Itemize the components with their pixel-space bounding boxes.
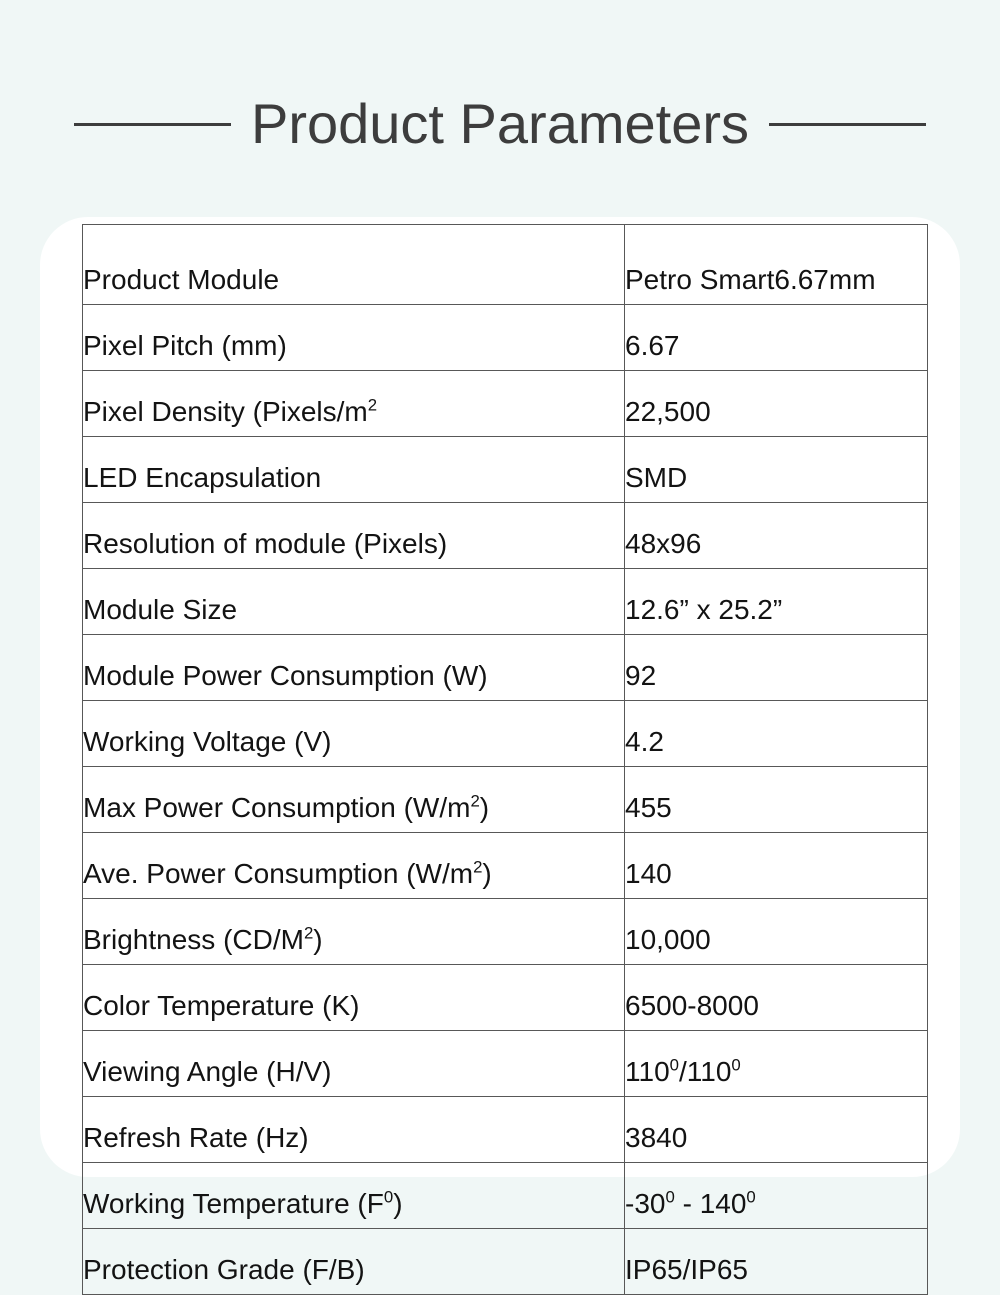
param-value: Petro Smart6.67mm: [625, 225, 928, 305]
table-row: [83, 899, 928, 965]
param-label: Pixel Pitch (mm): [83, 305, 625, 371]
param-value: $-30^0 - 140^0$: [625, 1163, 928, 1229]
param-label: Module Size: [83, 569, 625, 635]
param-label: Refresh Rate (Hz): [83, 1097, 625, 1163]
table-row: [83, 767, 928, 833]
param-value: 4.2: [625, 701, 928, 767]
param-value: 92: [625, 635, 928, 701]
param-value: SMD: [625, 437, 928, 503]
param-value: 455: [625, 767, 928, 833]
section-title-row: [0, 92, 1000, 156]
param-label: Ave. Power Consumption $(W/m^2)$: [83, 833, 625, 899]
table-row: [83, 1031, 928, 1097]
param-label: Viewing Angle (H/V): [83, 1031, 625, 1097]
table-row: [83, 833, 928, 899]
param-label: Product Module: [83, 225, 625, 305]
title-right-line: [769, 123, 926, 126]
param-label: Working Voltage (V): [83, 701, 625, 767]
param-value: 10,000: [625, 899, 928, 965]
param-value: 6500-8000: [625, 965, 928, 1031]
param-value: 12.6” x 25.2”: [625, 569, 928, 635]
param-label: Max Power Consumption $(W/m^2)$: [83, 767, 625, 833]
param-label: Resolution of module (Pixels): [83, 503, 625, 569]
param-label: Protection Grade (F/B): [83, 1229, 625, 1295]
table-row: [83, 569, 928, 635]
parameters-table-body: [83, 225, 928, 1295]
table-row: [83, 1229, 928, 1295]
table-row: [83, 305, 928, 371]
table-row: [83, 1097, 928, 1163]
param-value: 22,500: [625, 371, 928, 437]
table-row: [83, 635, 928, 701]
param-label: Module Power Consumption (W): [83, 635, 625, 701]
param-value: 48x96: [625, 503, 928, 569]
table-row: [83, 503, 928, 569]
param-value: $110^0/110^0$: [625, 1031, 928, 1097]
title-left-line: [74, 123, 231, 126]
param-label: Color Temperature (K): [83, 965, 625, 1031]
param-label: Working Temperature $(F^0)$: [83, 1163, 625, 1229]
table-row: [83, 437, 928, 503]
param-value: 6.67: [625, 305, 928, 371]
table-row: [83, 371, 928, 437]
parameters-table: [82, 224, 928, 1295]
table-row: [83, 965, 928, 1031]
table-row: [83, 1163, 928, 1229]
page-title: Product Parameters: [251, 92, 749, 155]
table-row: [83, 225, 928, 305]
param-label: Pixel Density ($Pixels/m^2$: [83, 371, 625, 437]
parameters-card: [40, 217, 960, 1285]
param-value: IP65/IP65: [625, 1229, 928, 1295]
param-label: LED Encapsulation: [83, 437, 625, 503]
param-label: Brightness $(CD/M^2)$: [83, 899, 625, 965]
param-value: 140: [625, 833, 928, 899]
param-value: 3840: [625, 1097, 928, 1163]
table-row: [83, 701, 928, 767]
